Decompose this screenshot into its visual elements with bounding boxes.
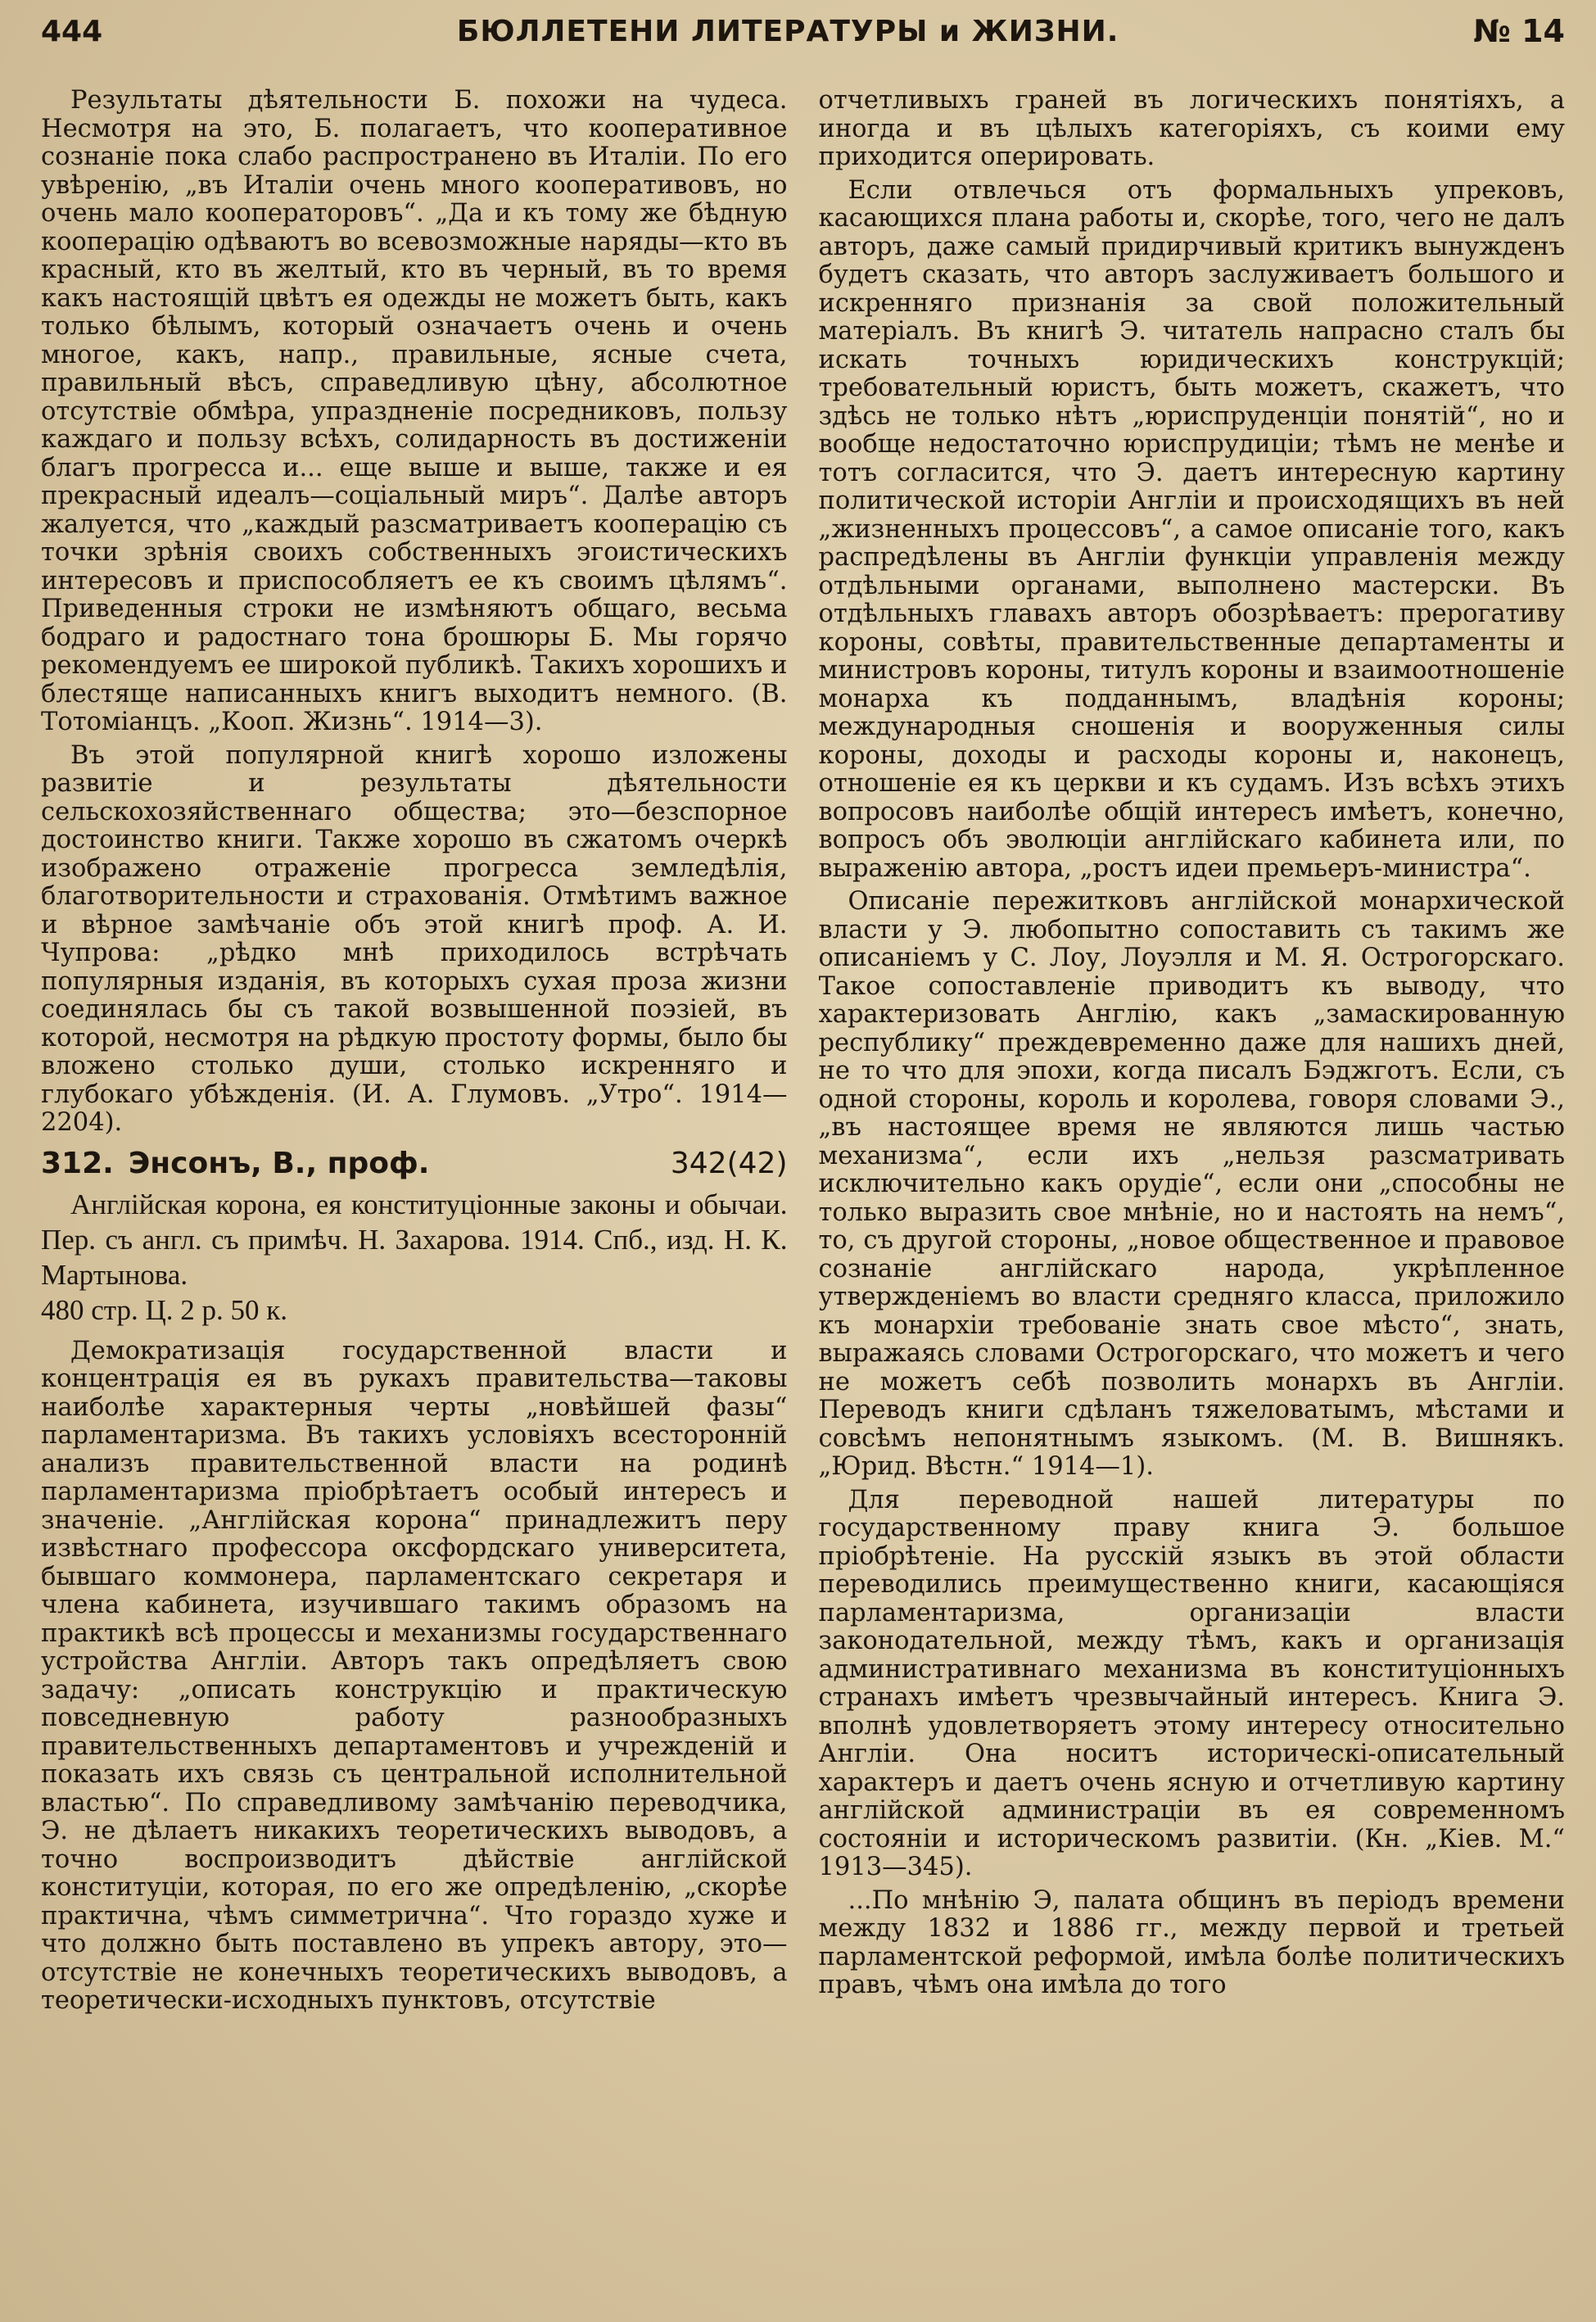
entry-number: 312.: [41, 1146, 114, 1180]
right-column: [819, 87, 1566, 2322]
paragraph: Если отвлечься отъ формальныхъ упрековъ, касающихся плана работы и, скорѣе, того, чего не далъ авторъ, даже самый придирчивый критикъ вынужденъ будетъ сказать, что авторъ заслуживаетъ большого и искренняго признанія за свой положительный матеріалъ. Въ книгѣ Э. читатель напрасно сталъ бы искать точныхъ юридическихъ конструкцій; требовательный юристъ, быть можетъ, скажетъ, что здѣсь не только нѣтъ „юриспруденціи понятій“, но и вообще недостаточно юриспрудиціи; тѣмъ не менѣе и тотъ согласится, что Э. даетъ интересную картину политической исторіи Англіи и происходящихъ въ ней „жизненныхъ процессовъ“, а самое описаніе того, какъ распредѣлены въ Англіи функціи управленія между отдѣльными органами, выполнено мастерски. Въ отдѣльныхъ главахъ авторъ обозрѣваетъ: прерогативу короны, совѣты, правительственные департаменты и министровъ короны, титулъ короны и взаимоотношеніе монарха къ подданнымъ, владѣнія короны; международныя сношенія и вооруженныя силы короны, доходы и расходы короны и, наконецъ, отношеніе ея къ церкви и къ судамъ. Изъ всѣхъ этихъ вопросовъ наиболѣе общій интересъ имѣетъ, конечно, вопросъ объ эволюціи англійскаго кабинета или, по выраженію автора, „ростъ идеи премьеръ-министра“.: [818, 175, 1565, 883]
paragraph: ...По мнѣнію Э, палата общинъ въ періодъ времени между 1832 и 1886 гг., между первой и третьей парламентской реформой, имѣла болѣе политическихъ правъ, чѣмъ она имѣла до того: [818, 1885, 1565, 1999]
paragraph: Описаніе пережитковъ англійской монархической власти у Э. любопытно сопоставить съ такимъ же описаніемъ у С. Лоу, Лоуэлля и М. Я. Острогорскаго. Такое сопоставленіе приводитъ къ выводу, что характеризовать Англію, какъ „замаскированную республику“ преждевременно даже для нашихъ дней, не то что для эпохи, когда писалъ Бэджготъ. Если, съ одной стороны, король и королева, говоря словами Э., „въ настоящее время не являются лишь частью механизма“, если ихъ „нельзя разсматривать исключительно какъ орудіе“, если они „способны не только выразить свое мнѣніе, но и настоять на немъ“, то, съ другой стороны, „новое общественное и правовое сознаніе англійскаго народа, укрѣпленное утвержденіемъ во власти средняго класса, приложило къ монархіи требованіе знать свое мѣсто“, знать, выражаясь словами Острогорскаго, что можетъ и чего не можетъ себѣ позволить монархъ въ Англіи. Переводъ книги сдѣланъ тяжеловатымъ, мѣстами и совсѣмъ непонятнымъ языкомъ. (М. В. Вишнякъ. „Юрид. Вѣстн.“ 1914—1).: [818, 887, 1565, 1481]
paragraph: Результаты дѣятельности Б. похожи на чудеса. Несмотря на это, Б. полагаетъ, что кооперативное сознаніе пока слабо распространено въ Италіи. По его увѣренію, „въ Италіи очень много кооперативовъ, но очень мало кооператоровъ“. „Да и къ тому же бѣдную кооперацію одѣваютъ во всевозможные наряды—кто въ красный, кто въ желтый, кто въ черный, въ то время какъ настоящій цвѣтъ ея одежды не можетъ быть, какъ только бѣлымъ, который означаетъ очень и очень многое, какъ, напр., правильные, ясные счета, правильный вѣсъ, справедливую цѣну, абсолютное отсутствіе обмѣра, упраздненіе посредниковъ, пользу каждаго и пользу всѣхъ, солидарность въ достиженіи благъ прогресса и... еще выше и выше, также и ея прекрасный идеалъ—соціальный миръ“. Далѣе авторъ жалуется, что „каждый разсматриваетъ кооперацію съ точки зрѣнія своихъ собственныхъ эгоистическихъ интересовъ и приспособляетъ ее къ своимъ цѣлямъ“. Приведенныя строки не измѣняютъ общаго, весьма бодраго и радостнаго тона брошюры Б. Мы горячо рекомендуемъ ее широкой публикѣ. Такихъ хорошихъ и блестяще написанныхъ книгъ выходитъ немного. (В. Тотоміанцъ. „Кооп. Жизнь“. 1914—3).: [41, 87, 788, 736]
paragraph: Демократизація государственной власти и концентрація ея въ рукахъ правительства—таковы наиболѣе характерныя черты „новѣйшей фазы“ парламентаризма. Въ такихъ условіяхъ всесторонній анализъ правительственной власти на родинѣ парламентаризма пріобрѣтаетъ особый интересъ и значеніе. „Англійская корона“ принадлежитъ перу извѣстнаго профессора оксфордскаго университета, бывшаго коммонера, парламентскаго секретаря и члена кабинета, изучившаго такимъ образомъ на практикѣ всѣ процессы и механизмы государственнаго устройства Англіи. Авторъ такъ опредѣляетъ свою задачу: „описать конструкцію и практическую повседневную работу разнообразныхъ правительственныхъ департаментовъ и учрежденій и показать ихъ связь съ центральной исполнительной властью“. По справедливому замѣчанію переводчика, Э. не дѣлаетъ никакихъ теоретическихъ выводовъ, а точно воспроизводитъ дѣйствіе англійской конституціи, которая, по его же опредѣленію, „скорѣе практична, чѣмъ симметрична“. Что гораздо хуже и что должно быть поставлено въ упрекъ автору, это—отсутствіе не конечныхъ теоретическихъ выводовъ, а теоретически-исходныхъ пунктовъ, отсутствіе: [41, 1336, 788, 2015]
paragraph: Для переводной нашей литературы по государственному праву книга Э. большое пріобрѣтеніе. На русскій языкъ въ этой области переводились преимущественно книги, касающіяся парламентаризма, организаціи власти законодательной, между тѣмъ, какъ и организація административнаго механизма въ конституціонныхъ странахъ имѣетъ чрезвычайный интересъ. Книга Э. вполнѣ удовлетворяетъ этому интересу относительно Англіи. Она носитъ историческі-описательный характеръ и даетъ очень ясную и отчетливую картину англійской администраціи въ ея современномъ состояніи и историческомъ развитіи. (Кн. „Кіев. М.“ 1913—345).: [818, 1485, 1565, 1881]
paragraph: отчетливыхъ граней въ логическихъ понятіяхъ, а иногда и въ цѣлыхъ категоріяхъ, съ коими ему приходится оперировать.: [818, 87, 1565, 171]
page-number: 444: [41, 14, 103, 48]
entry-description: [41, 1187, 788, 1328]
paragraph: Въ этой популярной книгѣ хорошо изложены развитіе и результаты дѣятельности сельскохозяйственнаго общества; это—безспорное достоинство книги. Также хорошо въ сжатомъ очеркѣ изображено отраженіе прогресса земледѣлія, благотворительности и страхованія. Отмѣтимъ важное и вѣрное замѣчаніе объ этой книгѣ проф. А. И. Чупрова: „рѣдко мнѣ приходилось встрѣчать популярныя изданія, въ которыхъ сухая проза жизни соединялась бы съ такой возвышенной поэзіей, въ которой, несмотря на рѣдкую простоту формы, было бы вложено столько души, столько искренняго и глубокаго убѣжденія. (И. А. Глумовъ. „Утро“. 1914—2204).: [41, 740, 788, 1137]
entry-author: Энсонъ, В., проф.: [128, 1146, 430, 1180]
issue-number: № 14: [1473, 13, 1565, 49]
entry-classification: 342(42): [670, 1146, 788, 1180]
entry-heading: [41, 1146, 788, 1182]
left-column: [41, 87, 788, 2322]
text-columns: [41, 87, 1565, 2322]
entry-price: 480 стр. Ц. 2 р. 50 к.: [41, 1293, 288, 1326]
entry-title: Англійская корона, ея конституціонные законы и обычаи. Пер. съ англ. съ примѣч. Н. Захарова. 1914. Спб., изд. Н. К. Мартынова.: [41, 1188, 788, 1291]
running-header: [41, 0, 1565, 62]
journal-title: БЮЛЛЕТЕНИ ЛИТЕРАТУРЫ и ЖИЗНИ.: [456, 14, 1119, 48]
